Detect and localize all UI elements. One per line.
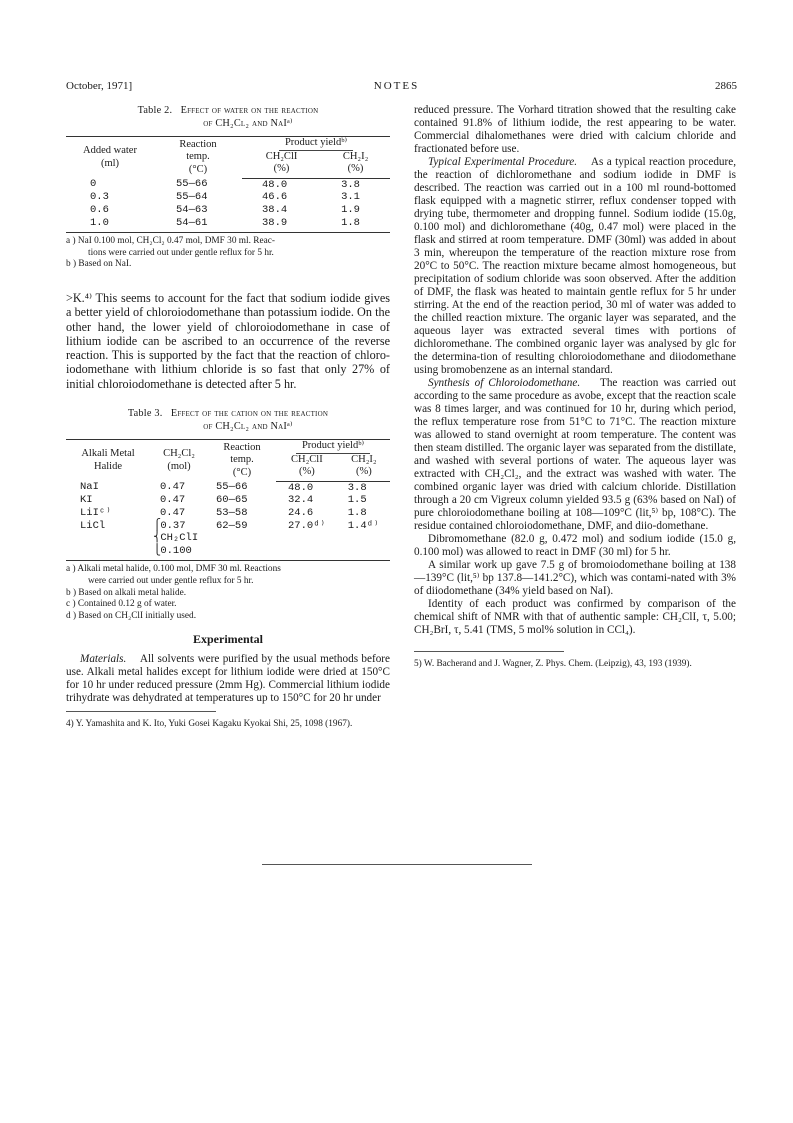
table-row (66, 532, 390, 545)
table2-header-water-label: Added water (83, 145, 137, 157)
table2-cell: 3.1 (341, 191, 360, 204)
header-page-number: 2865 (715, 80, 737, 92)
table2-cell: 55—66 (176, 178, 208, 191)
table2-notes (66, 236, 390, 271)
footnote-4: 4) Y. Yamashita and K. Ito, Yuki Gosei Kagaku Kyokai Shi, 25, 1098 (1967). (66, 719, 353, 730)
table2-number: Table 2. (137, 105, 173, 116)
header-date: October, 1971] (66, 80, 133, 92)
table3-cell: 0.47 (160, 494, 186, 507)
section-title: Experimental (193, 632, 263, 647)
table2-header-yield (242, 137, 390, 151)
table-row (66, 481, 390, 494)
table2-note-a-cont: tions were carried out under gentle reflux for 5 hr. (88, 247, 274, 258)
table2-header-temp-unit: (°C) (188, 163, 208, 175)
table2-title-line2: of CH₂Cl₂ and NaIᵃ⁾ (203, 118, 293, 129)
table3-caption (66, 407, 390, 420)
table3-cell: KI (80, 494, 93, 507)
table2-note-b: b ) Based on NaI. (66, 259, 132, 270)
footnote-rule (66, 711, 216, 716)
table2-header-pct2: (%) (321, 163, 390, 178)
table2-cell: 48.0 (262, 178, 288, 191)
typical-procedure-text: As a typical reaction procedure, the reaction of dichloromethane and sodium iodide in DMF is described. The reaction was carried out in a 100 ml round-bottomed flask equipped with a magnetic stirrer, reflux condenser topped with drying tube, thermometer and dropping funnel. Sodium iodide (15.0g, 0.100 mol) and dichloromethane (40g, 0.47 mol) were placed in the flask and stirred at room temperature. DMF (30ml) was added in about 3 min, whereupon the temperature of the reaction mixture rose from 20°C to 50°C. The reaction mixture became almost homogeneous, but precipitation of sodium chloride was soon observed. After the addition of DMF, the flask was heated to maintain gentle reflux for 5 hr under stirring. At the end of the reaction period, 30 ml of water was added to the chilled reaction mixture. The organic layer was separated, and the aqueous layer was extracted several times with portions of dichloromethane. The combined organic layer was analysed by glc for the determina-tion of resulting chloroiodomethane and diiodomethane using bromobenzene as an internal standard. (414, 156, 737, 376)
table3-header-ch2i2: CH₂I₂ (351, 453, 377, 465)
table3-cell: LiIᶜ⁾ (80, 506, 112, 519)
table3-cell: 32.4 (288, 494, 314, 507)
table-row (66, 494, 390, 507)
table3-header-temp-unit: (°C) (232, 466, 252, 478)
table2-header-ch2i2: CH₂I₂ (342, 150, 369, 162)
table2-cell: 38.9 (242, 217, 321, 233)
table3-cell: 48.0 (288, 481, 314, 494)
table3-cell: NaI (80, 481, 99, 494)
table3-note-c: c ) Contained 0.12 g of water. (66, 599, 177, 610)
table3-note-a-cont: were carried out under gentle reflux for 5 hr. (88, 575, 254, 586)
table2-header-water (66, 137, 154, 179)
table-row (66, 217, 390, 233)
table3-note-b: b ) Based on alkali metal halide. (66, 587, 187, 598)
table2-cell: 0.3 (90, 191, 109, 204)
table2-cell: 1.0 (66, 217, 154, 233)
table2-header-water-unit: (ml) (100, 157, 120, 169)
table3-header-ch2cli: CH₂ClI (291, 453, 323, 465)
table3-cell: 0.47 (160, 506, 186, 519)
right-column (414, 104, 736, 671)
table3 (66, 439, 390, 561)
materials-paragraph (66, 653, 390, 705)
typical-procedure-paragraph (414, 156, 736, 377)
table3-header-mol: (mol) (167, 460, 191, 472)
table2-caption (66, 104, 390, 117)
table-row (66, 520, 390, 533)
table3-header-temp-label: temp. (230, 454, 254, 466)
table2-cell: 1.9 (341, 203, 360, 216)
table2-header-temp (154, 137, 242, 179)
table2-title-line1: Effect of water on the reaction (180, 105, 319, 116)
table3-cell: 53—58 (216, 506, 248, 519)
materials-label: Materials. (80, 653, 127, 666)
table3-header-pct2: (%) (338, 466, 390, 481)
table3-header-temp (208, 440, 276, 482)
table3-header-yield (276, 440, 390, 454)
synthesis-text: The reaction was carried out according to the same procedure as avobe, except that the reaction scale was 8 times larger, and was continued for 10 hr, during which period, the reflux temperature rose from 51°C to 71°C. The reaction mixture was allowed to stand overnight at room temperature. The content was then steam distilled. The organic layer was separated from the distillate, and washed with several portions of water. The aqueous layer was extracted with CH₂Cl₂, and the extract was washed with water. The combined organic layer was dried with calcium chloride. Distillation through a 20 cm Vigreux column yielded 93.5 g (63% based on NaI) of pure chloroiodomethane boiling at 108—109°C (lit,⁵⁾ bp, 108°C). The residue contained chloroiodomethane, DMF, and diio-domethane. (414, 377, 736, 532)
header-section: NOTES (373, 80, 420, 92)
table3-cell: 62—59 (216, 519, 248, 532)
table3-cell: 1.4ᵈ⁾ (347, 519, 380, 532)
table2-header-temp-label: temp. (186, 151, 210, 163)
typical-procedure-label: Typical Experimental Procedure. (428, 156, 578, 168)
table2-note-a: a ) NaI 0.100 mol, CH₂Cl₂ 0.47 mol, DMF 30 ml. Reac- (66, 236, 275, 247)
table3-number: Table 3. (127, 408, 163, 420)
table3-cell: 55—66 (216, 481, 248, 494)
table3-cell: 60—65 (216, 494, 248, 507)
table2-cell: 55—64 (176, 191, 208, 204)
table2-cell: 1.8 (321, 217, 390, 233)
footnote-rule (414, 651, 564, 656)
table-row (66, 507, 390, 520)
table2-header-ch2cli: CH₂ClI (265, 150, 298, 162)
table2-cell: 46.6 (262, 191, 288, 204)
table2-cell: 3.8 (341, 178, 360, 191)
table3-cell: LiCl (80, 519, 106, 532)
table3-cell: ⎨CH₂ClI (154, 532, 199, 545)
table3-cell: ⎧0.37 (154, 519, 186, 532)
table3-header-alkali: Alkali Metal (81, 448, 135, 460)
table3-cell: ⎩0.100 (150, 545, 208, 561)
table3-cell: 1.5 (347, 494, 367, 507)
table2-cell: 0.6 (90, 203, 109, 216)
bottom-rule (262, 864, 532, 865)
synthesis-label: Synthesis of Chloroiodomethane. (428, 377, 581, 389)
table3-cell: 24.6 (288, 506, 314, 519)
footnote-5: 5) W. Bacherand and J. Wagner, Z. Phys. Chem. (Leipzig), 43, 193 (1939). (414, 659, 692, 669)
table2-cell: 54—63 (176, 203, 208, 216)
synthesis-paragraph (414, 377, 736, 533)
table3-header-pct1: (%) (276, 466, 338, 481)
body-paragraph: Dibromomethane (82.0 g, 0.472 mol) and sodium iodide (15.0 g, 0.100 mol) was allowed to react in DMF (30 ml) for 5 hr. (414, 533, 736, 558)
table-row (66, 178, 390, 191)
table-row (66, 545, 390, 561)
table3-header-yield-label: Product yieldᵇ⁾ (296, 440, 370, 454)
body-paragraph: reduced pressure. The Vorhard titration showed that the resulting cake contained 91.8% of lithium iodide, the rest appearing to be water. Commercial dihalomethanes were dried with calcium chloride and fractionated before use. (414, 104, 736, 155)
body-paragraph: >K.⁴⁾ This seems to account for the fact that sodium iodide gives a better yield of chloroiodomethane than potassium iodide. On the other hand, the lower yield of chloroiodomethane in case of lithium iodide can be ascribed to an occurrence of the reverse reaction. This is supported by the fact that the reaction of chloro-iodomethane with lithium chloride is so fast that only 27% of initial chloroiodomethane is detected after 5 hr. (66, 290, 390, 391)
table2-cell: 38.4 (262, 203, 288, 216)
table3-title-line1: Effect of the cation on the reaction (170, 408, 329, 420)
table3-header-halide (66, 440, 150, 482)
table3-cell: 3.8 (347, 481, 367, 494)
table2-header-pct1: (%) (242, 163, 321, 178)
body-paragraph: Identity of each product was confirmed by comparison of the chemical shift of NMR with that of authentic sample: CH₂ClI, τ, 5.00; CH₂BrI, τ, 5.41 (TMS, 5 mol% solution in CCl₄). (414, 598, 736, 636)
table3-cell: 0.47 (160, 481, 186, 494)
table2-header-reaction: Reaction (179, 138, 217, 150)
table3-note-d: d ) Based on CH₂ClI initially used. (66, 610, 197, 621)
table3-notes (66, 564, 390, 622)
table2-cell: 0 (90, 178, 97, 191)
table-row (66, 191, 390, 204)
table3-header-ch2cl2-label: CH₂Cl₂ (163, 448, 195, 460)
table2-cell: 54—61 (154, 217, 242, 233)
table3-cell: 1.8 (347, 506, 367, 519)
table3-header-reaction: Reaction (223, 441, 261, 453)
table3-note-a: a ) Alkali metal halide, 0.100 mol, DMF 30 ml. Reactions (66, 564, 281, 575)
table3-header-halide-label: Halide (94, 460, 122, 472)
table-row (66, 204, 390, 217)
table2 (66, 136, 390, 233)
table3-title-line2: of CH₂Cl₂ and NaIᵃ⁾ (203, 421, 293, 433)
body-paragraph: A similar work up gave 7.5 g of bromoiodomethane boiling at 138—139°C (lit,⁵⁾ bp 137.8—141.2°C), which was contami-nated with 3% of diiodomethane (34% yield based on NaI). (414, 559, 736, 597)
materials-text: All solvents were purified by the usual methods before use. Alkali metal halides except for lithium iodide were dried at 150°C for 10 hr under reduced pressure (2mm Hg). Commercial lithium iodide trihydrate was dehydrated at temperatures up to 150°C for 20 hr under (66, 653, 390, 705)
table3-header-ch2cl2 (150, 440, 208, 482)
table2-header-yield-label: Product yieldᵇ⁾ (279, 137, 353, 151)
left-column (66, 104, 390, 731)
table3-cell: 27.0ᵈ⁾ (288, 519, 326, 532)
